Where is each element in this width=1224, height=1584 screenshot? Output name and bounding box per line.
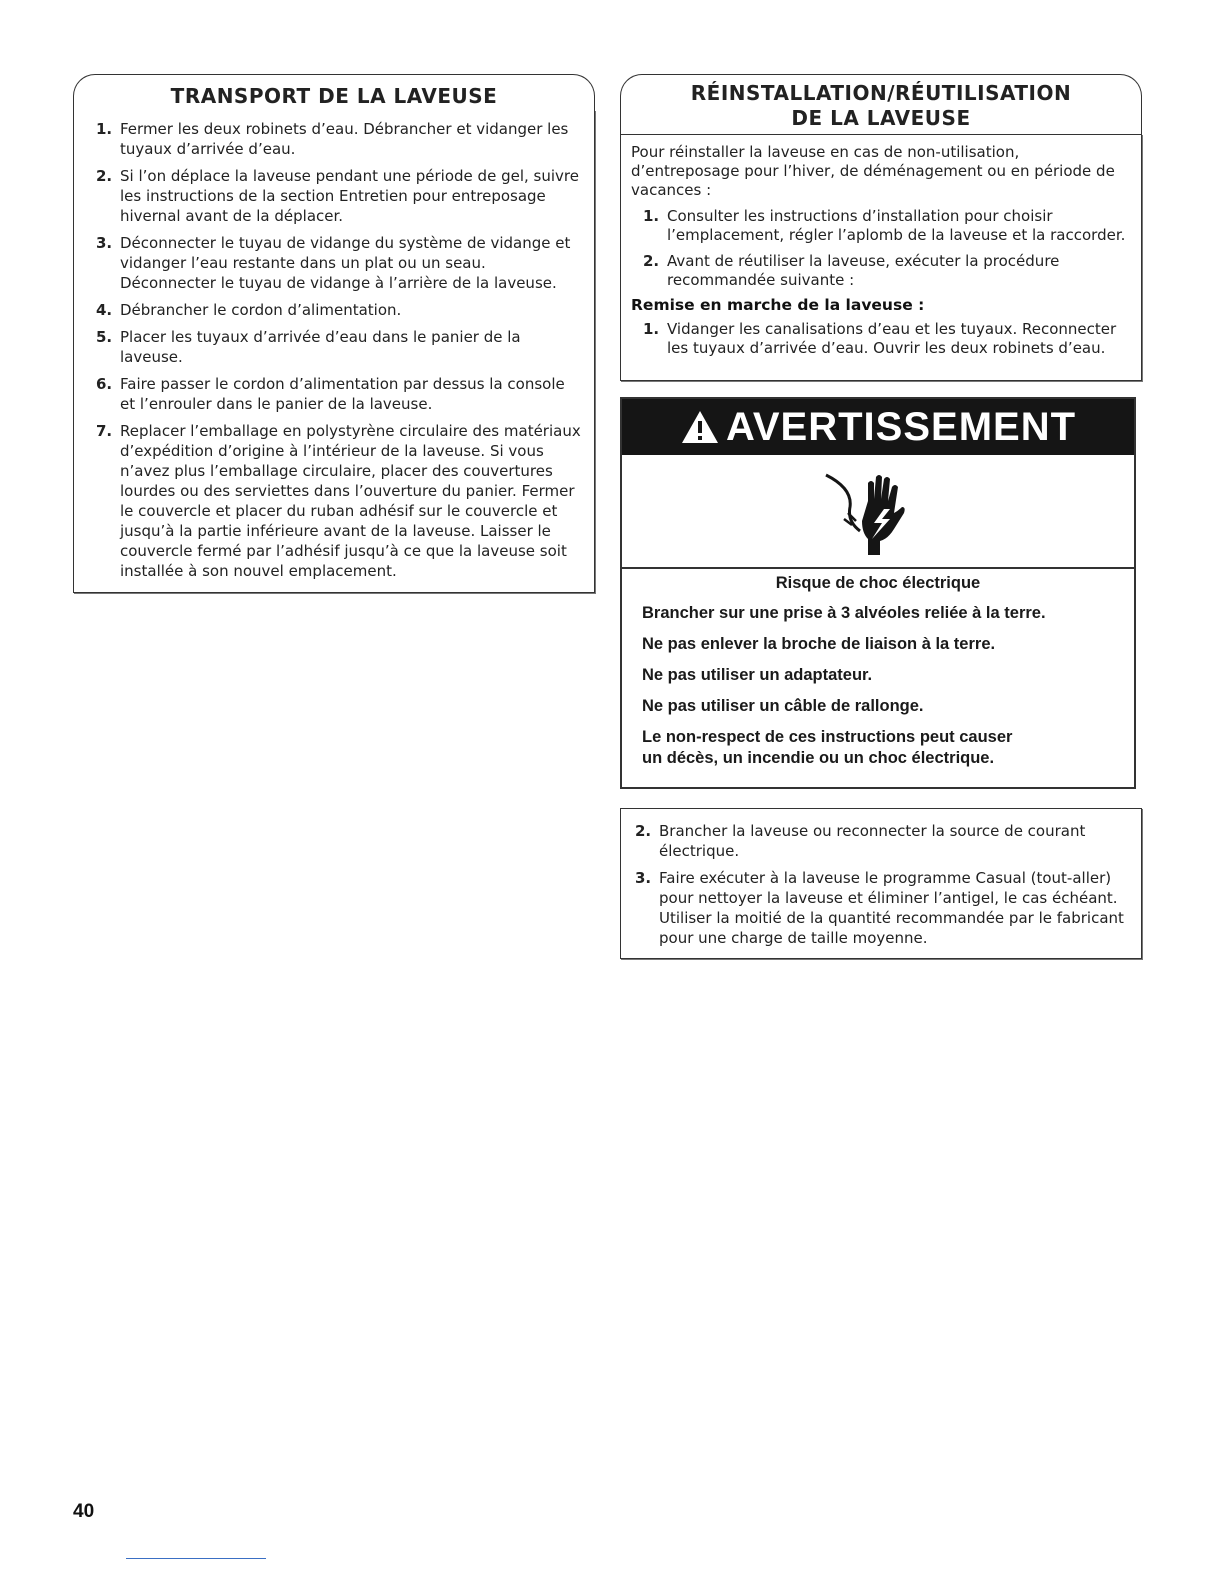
list-item: 1. Fermer les deux robinets d’eau. Débrancher et vidanger les tuyaux d’arrivée d’eau. [96,120,569,158]
list-item: 4. Débrancher le cordon d’alimentation. [96,301,402,319]
continuation-steps [621,809,1141,948]
restart-steps [621,320,1141,358]
reinstallation-title-line1: RÉINSTALLATION/RÉUTILISATION [690,81,1072,105]
warning-banner-text: AVERTISSEMENT [725,404,1077,449]
warning-heading: Risque de choc électrique [775,574,981,592]
warning-line: Brancher sur une prise à 3 alvéoles reliée à la terre. [642,604,1046,622]
list-item: 3. Déconnecter le tuyau de vidange du système de vidange et vidanger l’eau restante dans un plat ou un seau. Déconnecter le tuyau de vidange à l’arrière de la laveuse. [96,234,571,292]
restart-subheading: Remise en marche de la laveuse : [631,296,925,314]
list-item: 1. Consulter les instructions d’installation pour choisir l’emplacement, régler l’aplomb de la laveuse et la raccorder. [643,207,1126,244]
warning-line: Ne pas utiliser un câble de rallonge. [642,697,924,715]
warning-icon-area [622,455,1134,569]
transport-tab [73,74,595,114]
electric-shock-hand-icon [822,463,922,563]
reinstallation-box [620,134,1142,381]
warning-consequence-1: Le non-respect de ces instructions peut causer [642,728,1013,746]
continuation-box [620,808,1142,959]
page-number: 40 [73,1501,95,1522]
warning-line: Ne pas enlever la broche de liaison à la terre. [642,635,996,653]
reinstallation-tab [620,74,1142,136]
warning-line: Ne pas utiliser un adaptateur. [642,666,873,684]
list-item: 7. Replacer l’emballage en polystyrène circulaire des matériaux d’expédition d’origine à l’intérieur de la laveuse. Si vous n’avez plus l’emballage circulaire, placer des couvertures lourdes ou des serviettes dans l’ouverture du panier. Fermer le couvercle et placer du ruban adhésif sur le couvercle et jusqu’à la partie inférieure avant de la laveuse. Laisser le couvercle fermé par l’adhésif jusqu’à ce que la laveuse soit installée à son nouvel emplacement. [96,422,581,580]
footer-divider [126,1558,266,1559]
reinstallation-steps [621,207,1141,290]
warning-triangle-icon [680,409,720,445]
transport-title: TRANSPORT DE LA LAVEUSE [170,84,498,108]
reinstallation-title-line2: DE LA LAVEUSE [791,106,971,130]
list-item: 1. Vidanger les canalisations d’eau et les tuyaux. Reconnecter les tuyaux d’arrivée d’eau. Ouvrir les deux robinets d’eau. [643,320,1117,357]
warning-box [620,397,1136,789]
reinstallation-intro: Pour réinstaller la laveuse en cas de non-utilisation, d’entreposage pour l’hiver, de déménagement ou en période de vacances : [631,143,1115,199]
warning-banner [622,399,1134,455]
warning-text [622,573,1134,779]
list-item: 2. Brancher la laveuse ou reconnecter la source de courant électrique. [635,822,1086,860]
transport-steps [74,110,594,581]
list-item: 2. Si l’on déplace la laveuse pendant une période de gel, suivre les instructions de la section Entretien pour entreposage hivernal avant de la déplacer. [96,167,579,225]
list-item: 3. Faire exécuter à la laveuse le programme Casual (tout-aller) pour nettoyer la laveuse et éliminer l’antigel, le cas échéant. Utiliser la moitié de la quantité recommandée par le fabricant pour une charge de taille moyenne. [635,869,1124,947]
list-item: 5. Placer les tuyaux d’arrivée d’eau dans le panier de la laveuse. [96,328,521,366]
transport-box [73,110,595,593]
list-item: 2. Avant de réutiliser la laveuse, exécuter la procédure recommandée suivante : [643,252,1060,289]
warning-consequence-2: un décès, un incendie ou un choc électrique. [642,749,995,767]
list-item: 6. Faire passer le cordon d’alimentation par dessus la console et l’enrouler dans le panier de la laveuse. [96,375,565,413]
